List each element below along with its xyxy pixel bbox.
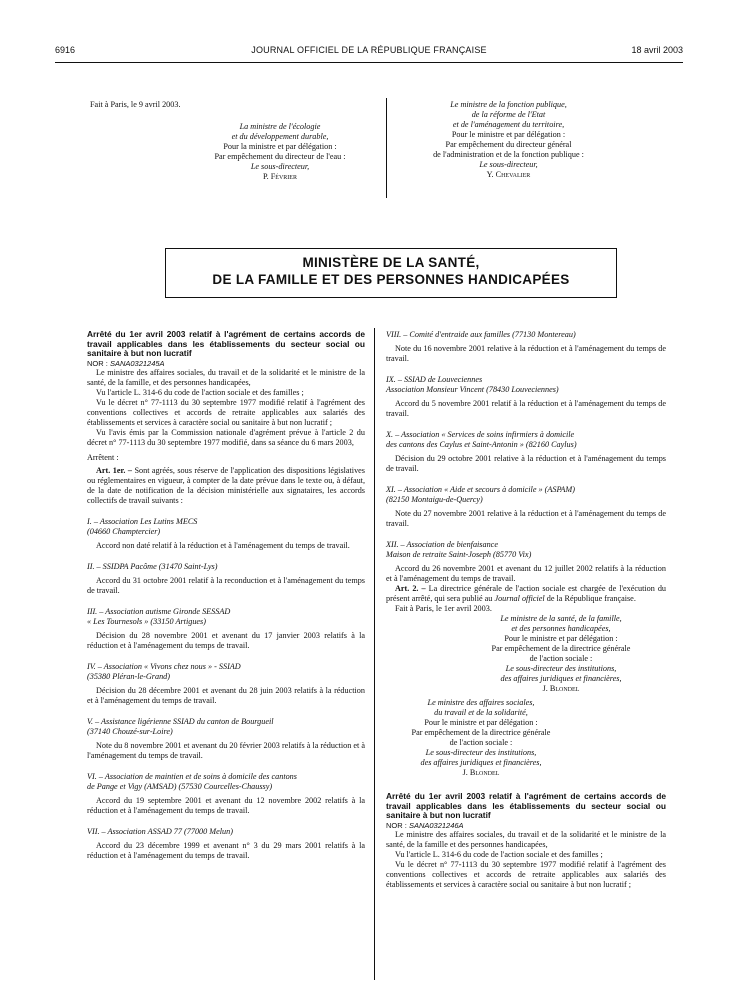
section-title: III. – Association autisme Gironde SESSAD [87, 607, 231, 617]
signatory-role-2: des affaires juridiques et financières, [420, 758, 542, 767]
paragraph: Vu le décret n° 77-1113 du 30 septembre 1977 modifié relatif à l'agrément des conventions collectives et accords de retraite applicables aux salariés des établissements et services à caractère social ou sanitaire à but non lucratif ; [87, 398, 365, 428]
top-signature-left [90, 100, 375, 182]
delegation-line: Pour le ministre et par délégation : [451, 130, 566, 139]
signatory-name: P. Février [263, 172, 297, 181]
signature-block-1 [456, 614, 666, 694]
article-1 [87, 466, 365, 506]
section-subtitle: (35380 Pléran-le-Grand) [87, 672, 170, 682]
section-12 [386, 540, 666, 584]
signatory-minister-2: et du développement durable, [231, 132, 329, 141]
section-text: Décision du 29 octobre 2001 relative à la réduction et à l'aménagement du temps de travail. [386, 454, 666, 473]
section-title: V. – Assistance ligérienne SSIAD du canton de Bourgueil [87, 717, 274, 727]
section-text: Note du 27 novembre 2001 relative à la réduction et à l'aménagement du temps de travail. [386, 509, 666, 528]
section-2 [87, 562, 365, 596]
section-title: VII. – Association ASSAD 77 (77000 Melun) [87, 827, 233, 837]
signatory-minister-2: du travail et de la solidarité, [434, 708, 528, 717]
paragraph: Vu l'article L. 314-6 du code de l'action sociale et des familles ; [96, 388, 304, 398]
signature-block-2 [386, 698, 576, 778]
section-subtitle: (82150 Montaigu-de-Quercy) [386, 495, 483, 504]
article-text-end: de la République française. [546, 594, 636, 603]
section-subtitle: (04660 Champtercier) [87, 527, 161, 537]
arretent: Arrêtent : [87, 453, 119, 463]
signatory-minister-2: et des personnes handicapées, [511, 624, 611, 633]
section-text: Décision du 28 novembre 2001 et avenant du 17 janvier 2003 relatifs à la réduction et à l'aménagement du temps de travail. [87, 631, 365, 651]
section-text: Accord du 5 novembre 2001 relatif à la réduction et à l'aménagement du temps de travail. [386, 399, 666, 418]
issue-date: 18 avril 2003 [631, 45, 683, 55]
place-date: Fait à Paris, le 1er avril 2003. [395, 604, 492, 613]
signatory-minister: Le ministre de la santé, de la famille, [500, 614, 622, 623]
paragraph: Vu l'avis émis par la Commission nationale d'agrément prévue à l'article 2 du décret n° 77-1113 du 30 septembre 1977 modifié, dans sa séance du 6 mars 2003, [87, 428, 365, 448]
signatory-role: Le sous-directeur des institutions, [505, 664, 617, 673]
section-title: II. – SSIDPA Pacôme (31470 Saint-Lys) [87, 562, 218, 572]
paragraph: Le ministre des affaires sociales, du travail et de la solidarité et le ministre de la santé, de la famille, et des personnes handicapées, [87, 368, 365, 388]
section-text: Accord du 19 septembre 2001 et avenant du 12 novembre 2002 relatifs à la réduction et à l'aménagement du temps de travail. [87, 796, 365, 816]
delegation-line: Pour la ministre et par délégation : [223, 142, 337, 151]
delegation-line: Par empêchement de la directrice générale [411, 728, 551, 737]
article-label: Art. 1er. – [96, 466, 132, 476]
signatory-role: Le sous-directeur, [250, 162, 310, 171]
ministry-heading-line-2: DE LA FAMILLE ET DES PERSONNES HANDICAPÉES [212, 271, 570, 287]
section-text: Note du 8 novembre 2001 et avenant du 20 février 2003 relatifs à la réduction et à l'aménagement du temps de travail. [87, 741, 365, 761]
section-title: IV. – Association « Vivons chez nous » - SSIAD [87, 662, 241, 672]
paragraph: Vu l'article L. 314-6 du code de l'action sociale et des familles ; [395, 850, 603, 860]
signatory-minister: Le ministre de la fonction publique, [450, 100, 567, 109]
section-title: IX. – SSIAD de Louveciennes [386, 375, 483, 384]
delegation-line: de l'action sociale : [529, 654, 593, 663]
signatory-role: Le sous-directeur, [479, 160, 538, 169]
signatory-minister: Le ministre des affaires sociales, [427, 698, 535, 707]
column-divider [374, 328, 375, 980]
section-subtitle: de Pange et Vigy (AMSAD) (57530 Courcelles-Chaussy) [87, 782, 273, 792]
delegation-line: Par empêchement du directeur de l'eau : [214, 152, 346, 161]
paragraph: Vu le décret n° 77-1113 du 30 septembre 1977 modifié relatif à l'agrément des conventions collectives et accords de retraite applicables aux salariés des établissements et services à caractère social ou sanitaire à but non lucratif ; [386, 860, 666, 890]
section-text: Accord non daté relatif à la réduction et à l'aménagement du temps de travail. [96, 541, 350, 551]
delegation-line: Pour le ministre et par délégation : [504, 634, 618, 643]
section-text: Accord du 26 novembre 2001 et avenant du 12 juillet 2002 relatifs à la réduction et à l'aménagement du temps de travail. [386, 564, 666, 583]
section-subtitle: des cantons des Caylus et Saint-Antonin » (82160 Caylus) [386, 440, 577, 449]
delegation-line: Par empêchement du directeur général [445, 140, 572, 149]
section-title: VIII. – Comité d'entraide aux familles (77130 Montereau) [386, 330, 576, 339]
section-text: Note du 16 novembre 2001 relative à la réduction et à l'aménagement du temps de travail. [386, 344, 666, 363]
section-8 [386, 330, 666, 364]
section-title: XI. – Association « Aide et secours à domicile » (ASPAM) [386, 485, 575, 494]
signatory-role: Le sous-directeur des institutions, [425, 748, 537, 757]
section-3 [87, 607, 365, 651]
header-rule [55, 62, 683, 63]
delegation-line: Par empêchement de la directrice générale [491, 644, 631, 653]
signatory-name: J. Blondel [462, 768, 500, 777]
section-text: Accord du 31 octobre 2001 relatif à la reconduction et à l'aménagement du temps de travail. [87, 576, 365, 596]
section-subtitle: (37140 Chouzé-sur-Loire) [87, 727, 173, 737]
article-text: Sont agréés, sous réserve de l'application des dispositions législatives ou réglementaires en vigueur, à compter de la date prévue dans le texte ou, à défaut, de la date de notification de la décision ministérielle aux signataires, les accords collectifs de travail suivants : [87, 466, 365, 506]
signatory-minister: La ministre de l'écologie [239, 122, 321, 131]
section-title: XII. – Association de bienfaisance [386, 540, 498, 549]
ministry-heading-box [165, 248, 617, 298]
nor-reference-2 [386, 821, 666, 830]
section-text: Accord du 23 décembre 1999 et avenant n° 3 du 29 mars 2001 relatifs à la réduction et à l'aménagement du temps de travail. [87, 841, 365, 861]
article-label: Art. 2. – [395, 584, 426, 593]
section-11 [386, 485, 666, 529]
section-9 [386, 375, 666, 419]
top-signature-right [396, 100, 621, 180]
section-title: I. – Association Les Lutins MECS [87, 517, 198, 527]
signatory-role-2: des affaires juridiques et financières, [500, 674, 622, 683]
delegation-line: de l'action sociale : [449, 738, 513, 747]
section-subtitle: Maison de retraite Saint-Joseph (85770 Vix) [386, 550, 532, 559]
signatory-name: Y. Chevalier [486, 170, 531, 179]
section-subtitle: Association Monsieur Vincent (78430 Louveciennes) [386, 385, 559, 394]
journal-reference: Journal officiel [494, 594, 545, 603]
ministry-heading-line-1: MINISTÈRE DE LA SANTÉ, [302, 255, 480, 270]
section-7 [87, 827, 365, 861]
signatory-minister-2: de la réforme de l'Etat [471, 110, 546, 119]
place-date: Fait à Paris, le 9 avril 2003. [90, 100, 181, 109]
nor-code: SANA0321245A [109, 358, 165, 368]
signatory-name: J. Blondel [542, 684, 580, 693]
section-1 [87, 517, 365, 551]
nor-label: NOR : [386, 820, 407, 830]
section-subtitle: « Les Tournesols » (33150 Artigues) [87, 617, 206, 627]
section-4 [87, 662, 365, 706]
article-text: La directrice générale de l'action sociale est chargée de l'exécution du présent arrêté, qui sera publié au [386, 584, 667, 603]
section-5 [87, 717, 365, 761]
section-title: X. – Association « Services de soins infirmiers à domicile [386, 430, 575, 439]
signature-divider [386, 98, 387, 198]
nor-code: SANA0321246A [408, 820, 464, 830]
journal-title: JOURNAL OFFICIEL DE LA RÉPUBLIQUE FRANÇAISE [251, 45, 487, 55]
article-2 [386, 584, 666, 604]
delegation-line: Pour le ministre et par délégation : [424, 718, 538, 727]
nor-reference [87, 359, 365, 368]
page-header [55, 45, 683, 59]
delegation-line: de l'administration et de la fonction publique : [433, 150, 584, 159]
section-10 [386, 430, 666, 474]
section-6 [87, 772, 365, 816]
right-column [386, 330, 666, 890]
section-text: Décision du 28 décembre 2001 et avenant du 28 juin 2003 relatifs à la réduction et à l'aménagement du temps de travail. [87, 686, 365, 706]
nor-label: NOR : [87, 358, 108, 368]
paragraph: Le ministre des affaires sociales, du travail et de la solidarité et le ministre de la santé, de la famille et des personnes handicapées, [386, 830, 666, 850]
page-number: 6916 [55, 45, 76, 55]
left-column [87, 330, 365, 861]
arrete-title-2: Arrêté du 1er avril 2003 relatif à l'agrément de certains accords de travail applicables dans les établissements du secteur social ou sanitaire à but non lucratif [386, 791, 666, 821]
arrete-title: Arrêté du 1er avril 2003 relatif à l'agrément de certains accords de travail applicables dans les établissements du secteur social ou sanitaire à but non lucratif [87, 329, 365, 359]
section-title: VI. – Association de maintien et de soins à domicile des cantons [87, 772, 297, 782]
signatory-minister-3: et de l'aménagement du territoire, [452, 120, 565, 129]
